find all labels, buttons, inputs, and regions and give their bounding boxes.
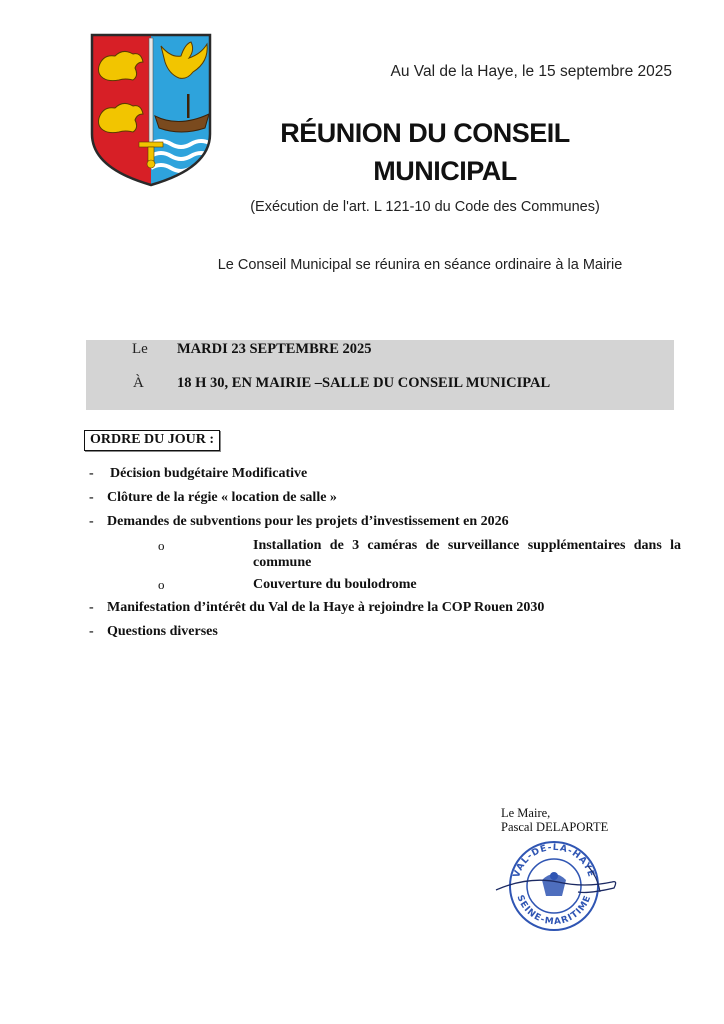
meeting-date-value: MARDI 23 SEPTEMBRE 2025 (177, 341, 372, 357)
agenda-item-4: Manifestation d’intérêt du Val de la Haye à rejoindre la COP Rouen 2030 (107, 600, 545, 615)
bullet-dash: - (89, 600, 94, 615)
title-line-1: RÉUNION DU CONSEIL (280, 118, 570, 148)
agenda-item-1: Décision budgétaire Modificative (110, 466, 308, 481)
meeting-place-label: À (133, 375, 144, 391)
meeting-date-label: Le (132, 341, 148, 357)
bullet-dash: - (89, 466, 94, 481)
signature-name: Pascal DELAPORTE (501, 820, 609, 834)
title-line-2: MUNICIPAL (373, 156, 517, 186)
agenda-item-2: Clôture de la régie « location de salle » (107, 490, 337, 505)
intro-text: Le Conseil Municipal se réunira en séance ordinaire à la Mairie (217, 257, 623, 273)
agenda-heading: ORDRE DU JOUR : (84, 430, 220, 451)
agenda-item-3: Demandes de subventions pour les projets d’investissement en 2026 (107, 514, 509, 529)
bullet-dash: - (89, 490, 94, 505)
sub-bullet-circle: o (158, 577, 165, 592)
bullet-dash: - (89, 624, 94, 639)
place-date: Au Val de la Haye, le 15 septembre 2025 (390, 63, 672, 80)
sub-bullet-circle: o (158, 538, 165, 553)
agenda-subitem-2: Couverture du boulodrome (253, 577, 417, 592)
agenda-subitem-1: Installation de 3 caméras de surveillance supplémentaires dans la commune (253, 538, 681, 570)
mayor-stamp (488, 830, 628, 938)
signature-role: Le Maire, (501, 806, 551, 820)
coat-of-arms-logo (89, 32, 213, 188)
agenda-item-5: Questions diverses (107, 624, 218, 639)
svg-text:SEINE-MARITIME (514, 894, 593, 927)
bullet-dash: - (89, 514, 94, 529)
stamp-top-text: VAL-DE-LA-HAYE (512, 842, 596, 880)
stamp-bottom-text: SEINE-MARITIME (514, 893, 594, 928)
page-title (230, 114, 620, 190)
meeting-place-value: 18 H 30, EN MAIRIE –SALLE DU CONSEIL MUNICIPAL (177, 375, 551, 391)
subtitle: (Exécution de l'art. L 121-10 du Code des Communes) (250, 199, 600, 215)
